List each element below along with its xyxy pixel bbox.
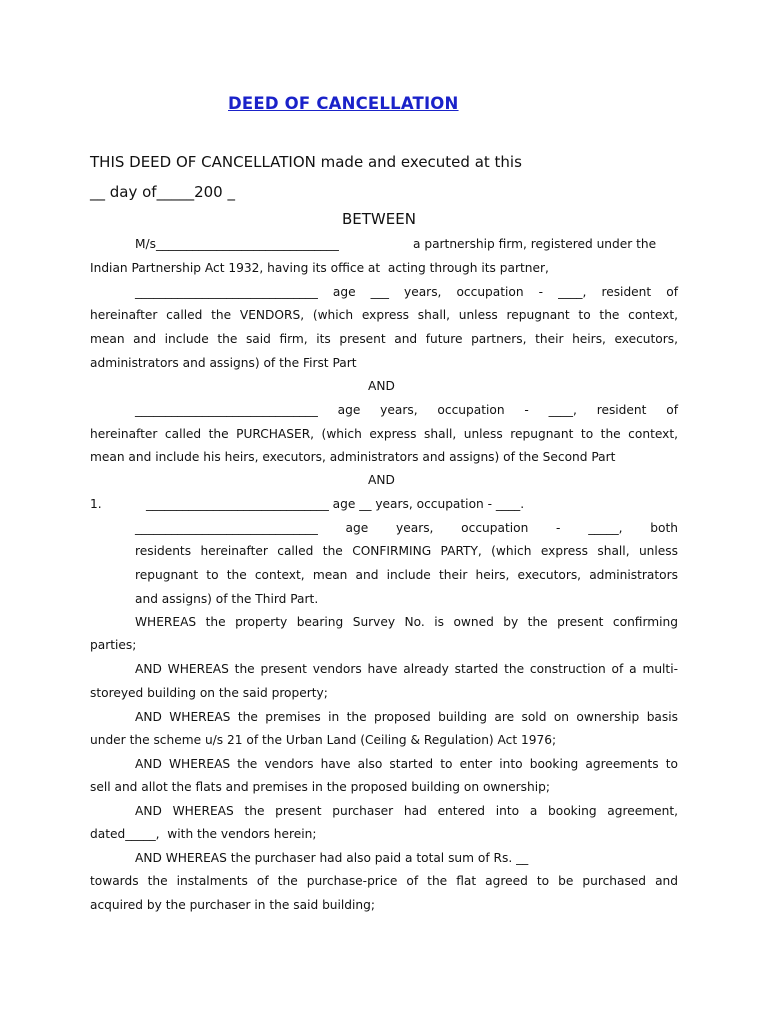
recital-line: sell and allot the flats and premises in the proposed building on ownership; xyxy=(90,780,550,794)
recital-line: storeyed building on the said property; xyxy=(90,686,328,700)
recital-line: towards the instalments of the purchase-price of the flat agreed to be purchased and xyxy=(90,874,678,888)
third-part-line: ______________________________ age years, occupation - _____, both xyxy=(135,521,678,535)
second-part-line: hereinafter called the PURCHASER, (which express shall, unless repugnant to the context, xyxy=(90,427,678,441)
first-part-line: hereinafter called the VENDORS, (which express shall, unless repugnant to the context, xyxy=(90,308,678,322)
recital-line: AND WHEREAS the present vendors have already started the construction of a multi- xyxy=(135,662,678,676)
and-separator: AND xyxy=(368,473,395,487)
recital-line: acquired by the purchaser in the said building; xyxy=(90,898,375,912)
third-part-line: repugnant to the context, mean and include their heirs, executors, administrators xyxy=(135,568,678,582)
first-part-line: administrators and assigns) of the First Part xyxy=(90,356,357,370)
first-part-line: mean and include the said firm, its present and future partners, their heirs, executors, xyxy=(90,332,678,346)
first-part-line: a partnership firm, registered under the xyxy=(413,237,657,251)
recital-line: WHEREAS the property bearing Survey No. is owned by the present confirming xyxy=(135,615,678,629)
recital-line: under the scheme u/s 21 of the Urban Land (Ceiling & Regulation) Act 1976; xyxy=(90,733,557,747)
first-part-line: ______________________________ age ___ years, occupation - ____, resident of xyxy=(135,285,678,299)
intro-date-line: __ day of_____200 _ xyxy=(90,183,235,201)
recital-line: AND WHEREAS the present purchaser had entered into a booking agreement, xyxy=(135,804,678,818)
second-part-line: mean and include his heirs, executors, administrators and assigns) of the Second Part xyxy=(90,450,616,464)
second-part-line: ______________________________ age years, occupation - ____, resident of xyxy=(135,403,678,417)
third-part-line: ______________________________ age __ years, occupation - ____. xyxy=(146,497,525,511)
third-part-line: and assigns) of the Third Part. xyxy=(135,592,319,606)
intro-line: THIS DEED OF CANCELLATION made and executed at this xyxy=(90,153,522,171)
recital-line: parties; xyxy=(90,638,137,652)
document-title: DEED OF CANCELLATION xyxy=(228,94,459,113)
between-heading: BETWEEN xyxy=(342,210,416,228)
recital-line: AND WHEREAS the premises in the proposed building are sold on ownership basis xyxy=(135,710,678,724)
first-part-line: M/s______________________________ xyxy=(135,237,339,251)
and-separator: AND xyxy=(368,379,395,393)
third-part-line: residents hereinafter called the CONFIRMING PARTY, (which express shall, unless xyxy=(135,544,678,558)
recital-line: AND WHEREAS the purchaser had also paid a total sum of Rs. __ xyxy=(135,851,529,865)
item-number: 1. xyxy=(90,497,102,511)
recital-line: AND WHEREAS the vendors have also started to enter into booking agreements to xyxy=(135,757,678,771)
recital-line: dated_____, with the vendors herein; xyxy=(90,827,317,841)
first-part-line: Indian Partnership Act 1932, having its office at acting through its partner, xyxy=(90,261,549,275)
